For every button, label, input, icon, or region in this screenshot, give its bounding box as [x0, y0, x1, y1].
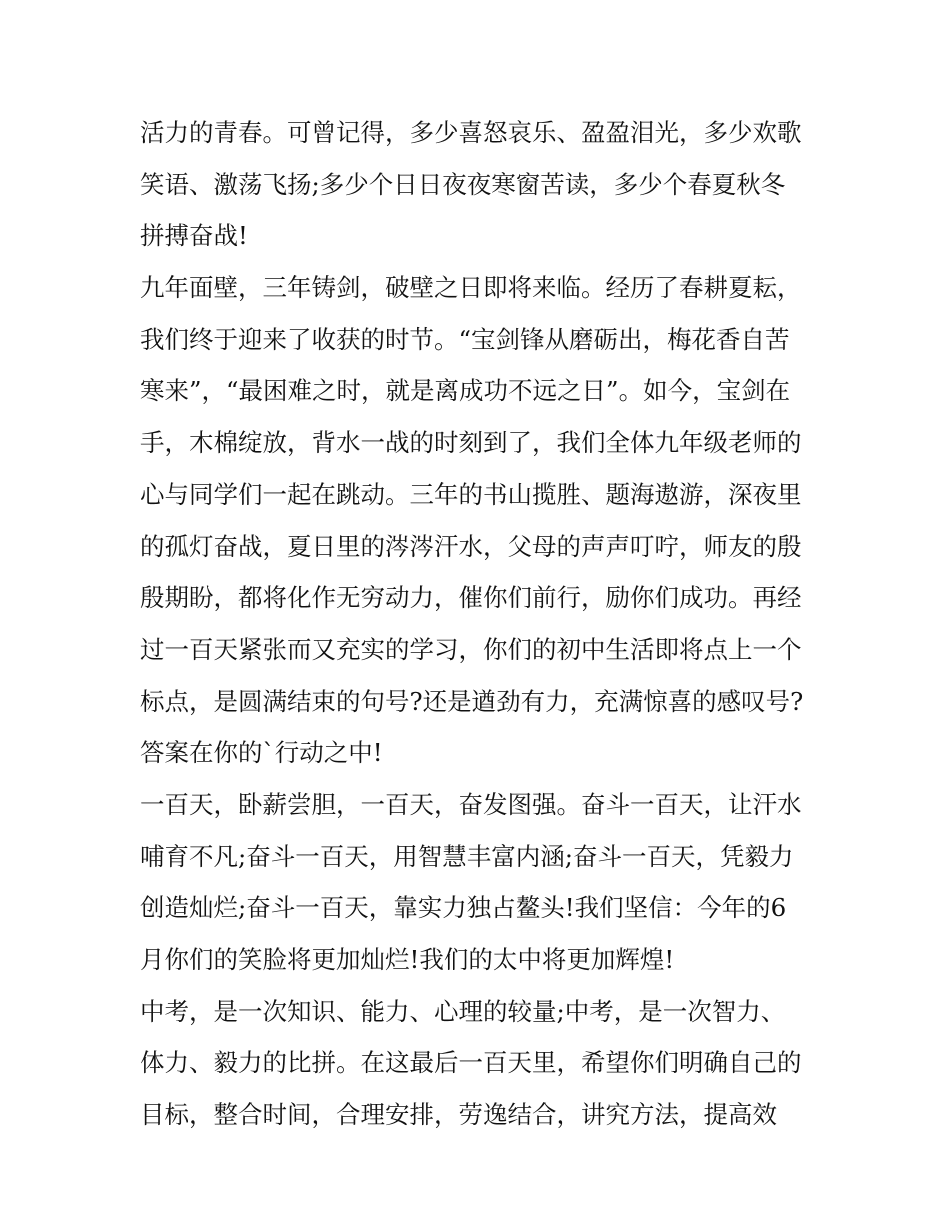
text-line-7: 手，木棉绽放，背水一战的时刻到了，我们全体九年级老师的: [140, 428, 802, 458]
text-line-5: 我们终于迎来了收获的时节。“宝剑锋从磨砺出，梅花香自苦: [140, 324, 790, 354]
text-line-20: 目标，整合时间，合理安排，劳逸结合，讲究方法，提高效: [140, 1100, 777, 1130]
text-line-16: 创造灿烂;奋斗一百天，靠实力独占鳌头!我们坚信：今年的6: [140, 893, 787, 923]
text-line-18: 中考，是一次知识、能力、心理的较量;中考，是一次智力、: [140, 996, 786, 1026]
text-line-3: 拼搏奋战!: [140, 221, 248, 251]
text-line-14: 一百天，卧薪尝胆，一百天，奋发图强。奋斗一百天，让汗水: [140, 789, 802, 819]
text-line-9: 的孤灯奋战，夏日里的涔涔汗水，父母的声声叮咛，师友的殷: [140, 531, 802, 561]
text-line-13: 答案在你的`行动之中!: [140, 738, 383, 768]
text-line-10: 殷期盼，都将化作无穷动力，催你们前行，励你们成功。再经: [140, 583, 802, 613]
text-line-11: 过一百天紧张而又充实的学习，你们的初中生活即将点上一个: [140, 634, 802, 664]
text-line-1: 活力的青春。可曾记得，多少喜怒哀乐、盈盈泪光，多少欢歌: [140, 118, 802, 147]
text-line-12: 标点，是圆满结束的句号?还是遒劲有力，充满惊喜的感叹号?: [140, 686, 804, 716]
text-line-19: 体力、毅力的比拼。在这最后一百天里，希望你们明确自己的: [140, 1048, 802, 1078]
text-line-17: 月你们的笑脸将更加灿烂!我们的太中将更加辉煌!: [140, 945, 675, 974]
text-line-4: 九年面壁，三年铸剑，破壁之日即将来临。经历了春耕夏耘，: [140, 273, 802, 303]
text-line-8: 心与同学们一起在跳动。三年的书山揽胜、题海遨游，深夜里: [140, 479, 802, 509]
text-line-15: 哺育不凡;奋斗一百天，用智慧丰富内涵;奋斗一百天，凭毅力: [140, 841, 794, 871]
text-line-6: 寒来”，“最困难之时，就是离成功不远之日”。如今，宝剑在: [140, 376, 791, 406]
body-text: [140, 107, 830, 1141]
text-line-2: 笑语、激荡飞扬;多少个日日夜夜寒窗苦读，多少个春夏秋冬: [140, 169, 786, 199]
